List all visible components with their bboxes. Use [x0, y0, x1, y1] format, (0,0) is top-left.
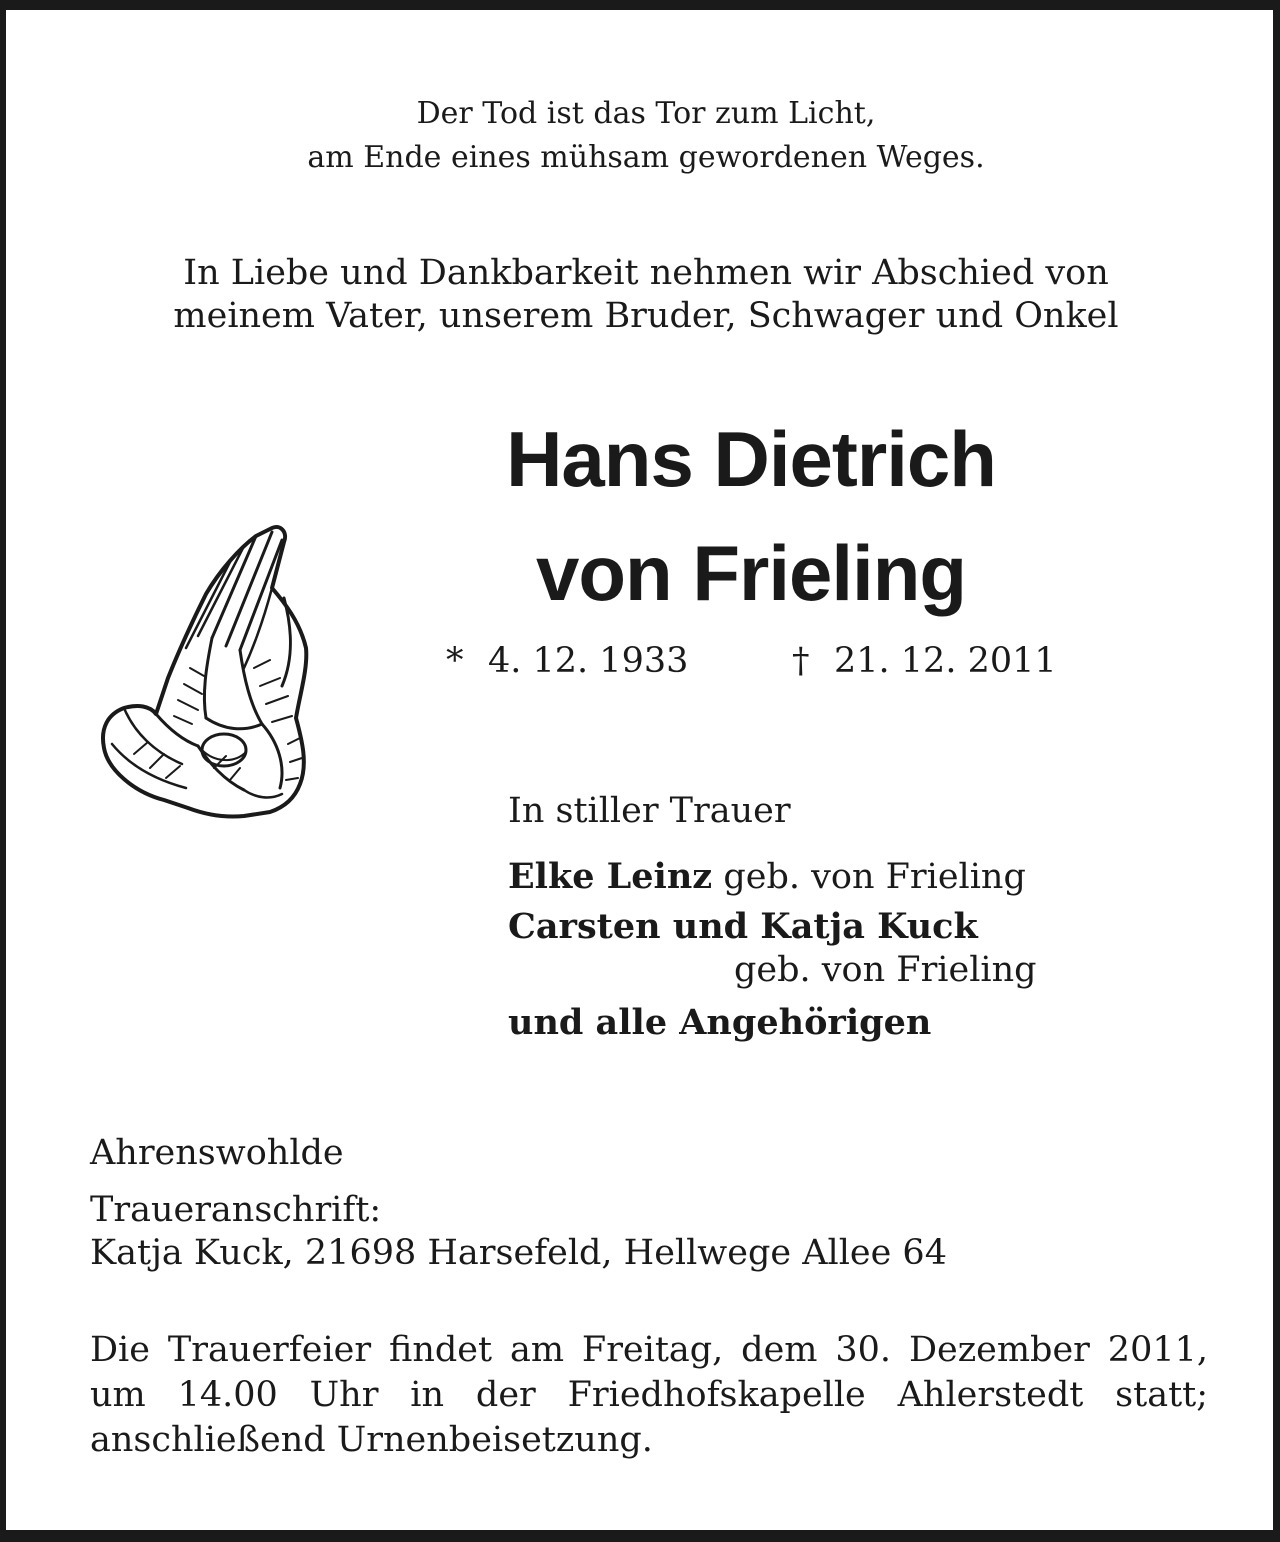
- mourner-note-2: geb. von Frieling: [734, 950, 1037, 990]
- praying-hands-icon: [94, 518, 316, 823]
- mourner-entry-1: [508, 856, 1026, 897]
- deceased-name-line-1: Hans Dietrich: [506, 415, 996, 503]
- mourners-closing: und alle Angehörigen: [508, 1002, 932, 1043]
- birth-date: 4. 12. 1933: [488, 641, 689, 681]
- motto-line-2: am Ende eines mühsam gewordenen Weges.: [307, 140, 985, 175]
- motto-line-1: Der Tod ist das Tor zum Licht,: [416, 96, 876, 131]
- mourner-note-1: geb. von Frieling: [723, 857, 1026, 897]
- deceased-name-line-2: von Frieling: [535, 529, 967, 617]
- death-date: 21. 12. 2011: [834, 641, 1057, 681]
- mourner-name-1: Elke Leinz: [508, 856, 713, 897]
- mourners-heading: In stiller Trauer: [508, 791, 791, 831]
- intro-line-1: In Liebe und Dankbarkeit nehmen wir Abschied von: [183, 253, 1109, 293]
- location: Ahrenswohlde: [90, 1133, 344, 1173]
- address-label: Traueranschrift:: [90, 1190, 382, 1230]
- death-symbol: †: [792, 641, 810, 681]
- ceremony-text: Die Trauerfeier findet am Freitag, dem 30. Dezember 2011, um 14.00 Uhr in der Friedhofskapelle Ahlerstedt statt; anschließend Urnenbeisetzung.: [90, 1330, 1208, 1460]
- intro-line-2: meinem Vater, unserem Bruder, Schwager und Onkel: [173, 296, 1119, 336]
- address-value: Katja Kuck, 21698 Harsefeld, Hellwege Allee 64: [90, 1233, 947, 1273]
- birth-symbol: *: [446, 641, 464, 681]
- mourner-name-2: Carsten und Katja Kuck: [508, 906, 978, 947]
